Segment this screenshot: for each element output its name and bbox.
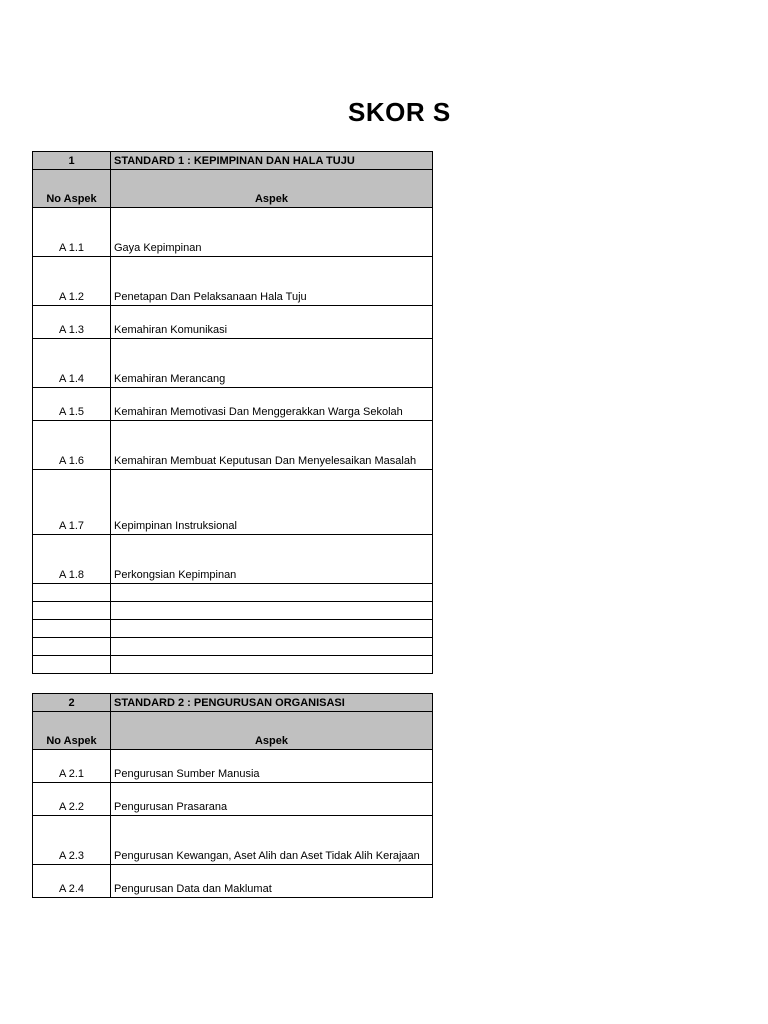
aspek-name: Pengurusan Kewangan, Aset Alih dan Aset Tidak Alih Kerajaan — [111, 816, 433, 865]
aspek-name: Pengurusan Data dan Maklumat — [111, 865, 433, 898]
empty-cell — [33, 584, 111, 602]
empty-cell — [33, 602, 111, 620]
aspek-name: Penetapan Dan Pelaksanaan Hala Tuju — [111, 257, 433, 306]
aspek-name: Perkongsian Kepimpinan — [111, 535, 433, 584]
empty-cell — [33, 656, 111, 674]
aspek-number: A 1.6 — [33, 421, 111, 470]
empty-cell — [111, 656, 433, 674]
standard-2-table — [32, 693, 433, 898]
standard-1-table — [32, 151, 433, 674]
column-header-row — [33, 170, 433, 208]
standard-header-row — [33, 694, 433, 712]
aspek-number: A 1.8 — [33, 535, 111, 584]
table-row — [33, 783, 433, 816]
aspek-number: A 1.5 — [33, 388, 111, 421]
empty-cell — [111, 620, 433, 638]
standard-number: 1 — [33, 152, 111, 170]
page-title: SKOR S — [348, 97, 451, 127]
table-row — [33, 306, 433, 339]
empty-row — [33, 584, 433, 602]
table-row — [33, 816, 433, 865]
empty-cell — [111, 584, 433, 602]
table-row — [33, 470, 433, 535]
empty-row — [33, 620, 433, 638]
table-row — [33, 421, 433, 470]
table-row — [33, 257, 433, 306]
aspek-number: A 1.4 — [33, 339, 111, 388]
aspek-number: A 1.1 — [33, 208, 111, 257]
column-header-no-aspek: No Aspek — [33, 712, 111, 750]
empty-cell — [111, 638, 433, 656]
aspek-name: Gaya Kepimpinan — [111, 208, 433, 257]
aspek-name: Kemahiran Merancang — [111, 339, 433, 388]
table-row — [33, 388, 433, 421]
aspek-name: Kepimpinan Instruksional — [111, 470, 433, 535]
table-row — [33, 339, 433, 388]
aspek-number: A 1.3 — [33, 306, 111, 339]
table-row — [33, 208, 433, 257]
aspek-number: A 2.1 — [33, 750, 111, 783]
empty-row — [33, 638, 433, 656]
aspek-number: A 1.2 — [33, 257, 111, 306]
empty-cell — [33, 638, 111, 656]
column-header-aspek: Aspek — [111, 170, 433, 208]
column-header-no-aspek: No Aspek — [33, 170, 111, 208]
empty-cell — [111, 602, 433, 620]
table-row — [33, 535, 433, 584]
table-row — [33, 750, 433, 783]
aspek-number: A 2.3 — [33, 816, 111, 865]
standard-number: 2 — [33, 694, 111, 712]
standard-header-row — [33, 152, 433, 170]
aspek-number: A 1.7 — [33, 470, 111, 535]
aspek-name: Kemahiran Memotivasi Dan Menggerakkan Warga Sekolah — [111, 388, 433, 421]
standard-title: STANDARD 2 : PENGURUSAN ORGANISASI — [111, 694, 433, 712]
column-header-row — [33, 712, 433, 750]
table-row — [33, 865, 433, 898]
column-header-aspek: Aspek — [111, 712, 433, 750]
aspek-number: A 2.4 — [33, 865, 111, 898]
aspek-name: Kemahiran Komunikasi — [111, 306, 433, 339]
empty-cell — [33, 620, 111, 638]
empty-row — [33, 656, 433, 674]
standard-title: STANDARD 1 : KEPIMPINAN DAN HALA TUJU — [111, 152, 433, 170]
empty-row — [33, 602, 433, 620]
aspek-name: Pengurusan Sumber Manusia — [111, 750, 433, 783]
aspek-name: Kemahiran Membuat Keputusan Dan Menyelesaikan Masalah — [111, 421, 433, 470]
aspek-name: Pengurusan Prasarana — [111, 783, 433, 816]
aspek-number: A 2.2 — [33, 783, 111, 816]
